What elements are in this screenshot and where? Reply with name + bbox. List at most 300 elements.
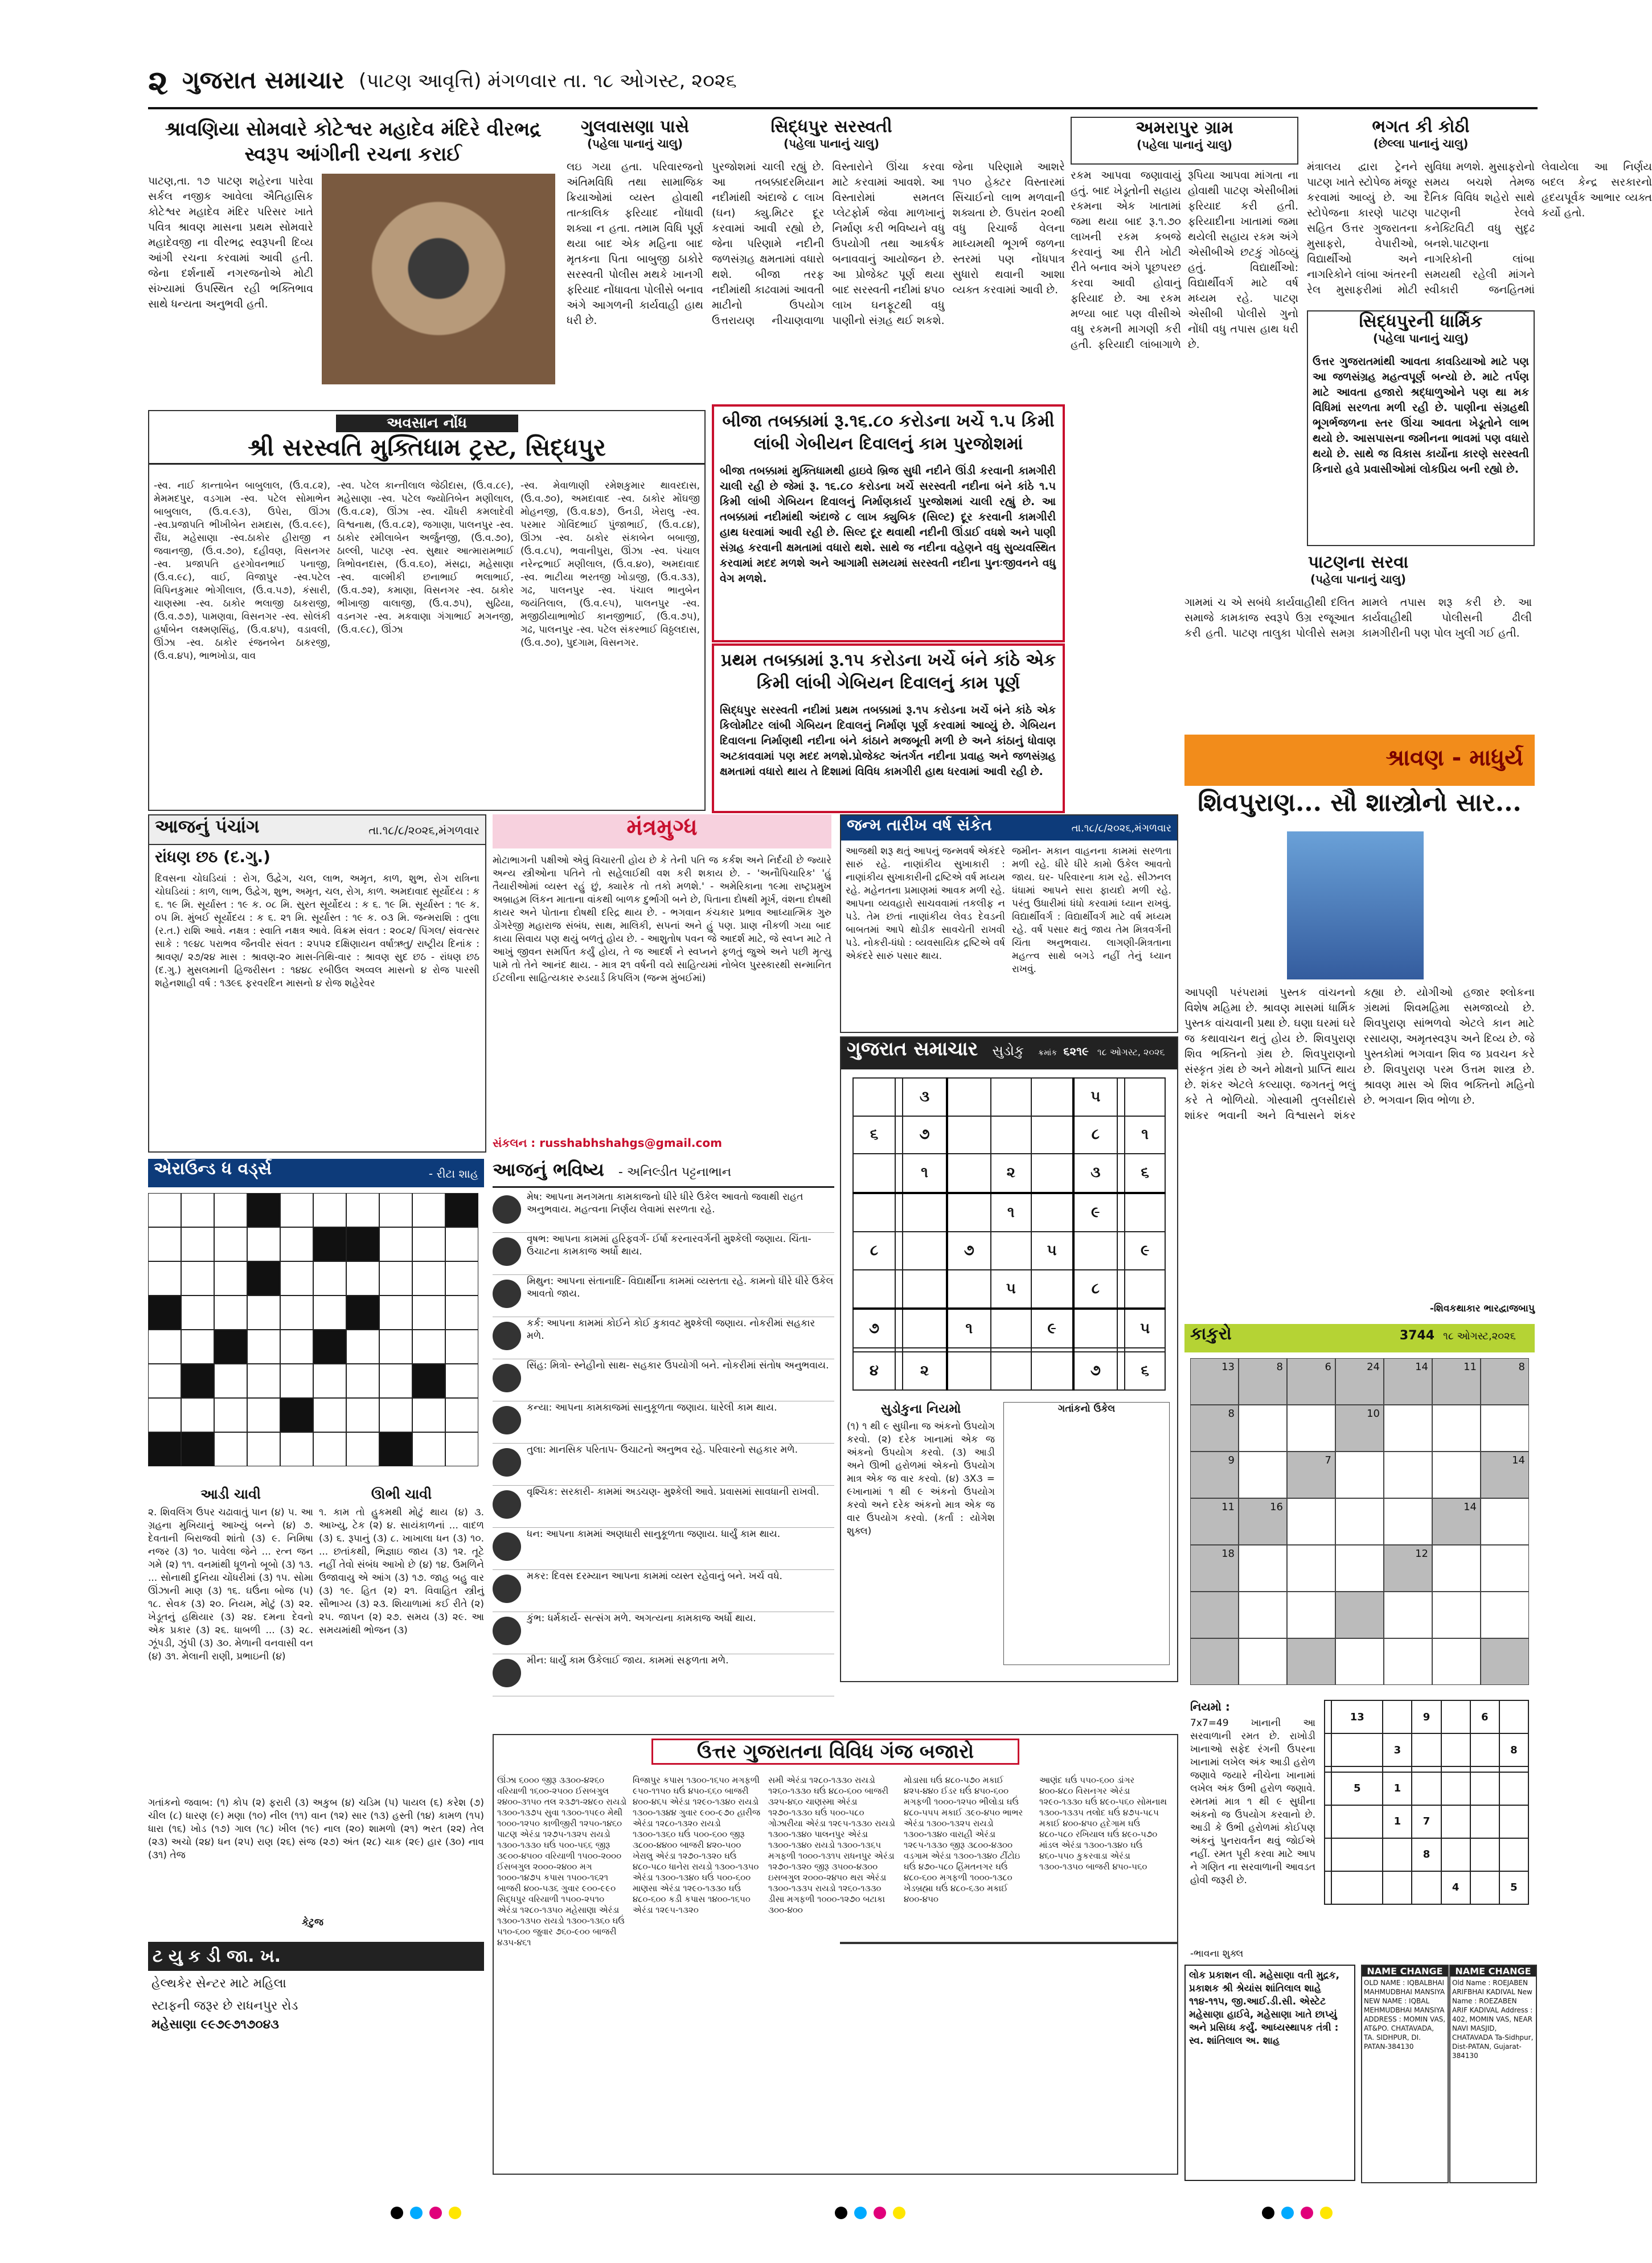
crossword-cell[interactable] — [445, 1193, 478, 1227]
sudoku-cell[interactable] — [895, 1309, 903, 1348]
kakuro-cell[interactable] — [1432, 1405, 1481, 1452]
kakuro-cell[interactable] — [1335, 1545, 1384, 1592]
crossword-cell[interactable] — [181, 1296, 214, 1330]
rashi-text: કન્યા: આપના કામકાજમાં સાનુકૂળતા જણાય. ધારેલી કામ થાય. — [527, 1402, 777, 1413]
sudoku-cell[interactable] — [853, 1270, 895, 1309]
sudoku-cell[interactable]: ૯ — [1125, 1232, 1165, 1270]
crossword-cell[interactable] — [148, 1432, 181, 1466]
crossword-cell[interactable] — [181, 1330, 214, 1364]
crossword-cell[interactable] — [313, 1296, 346, 1330]
zodiac-icon — [493, 1617, 521, 1645]
crossword-cell[interactable] — [280, 1330, 313, 1364]
kakuro-cell[interactable] — [1239, 1592, 1287, 1638]
shravan-section — [1184, 735, 1535, 1315]
sudoku-cell[interactable]: ૭ — [1073, 1352, 1117, 1390]
sudoku-section — [840, 1036, 1178, 1682]
crossword-cell[interactable] — [280, 1227, 313, 1261]
crossword-cell[interactable] — [280, 1296, 313, 1330]
crossword-tag: કેટુજ — [302, 1917, 323, 1928]
kakuro-cell[interactable] — [1384, 1452, 1432, 1498]
crossword-cell[interactable] — [313, 1193, 346, 1227]
crossword-cell[interactable] — [379, 1296, 412, 1330]
rashi-item — [493, 1317, 834, 1359]
rashi-text: કર્ક: આપના કામમાં કોઈને કોઈ કુકાવટ મુશ્કેલી જણાય. નોકરીમાં સહકાર મળે. — [527, 1318, 815, 1342]
sudoku-cell[interactable] — [1117, 1078, 1125, 1116]
sudoku-cell[interactable] — [1117, 1193, 1125, 1232]
kakuro-cell[interactable] — [1190, 1405, 1239, 1452]
kakuro-clue: 14 — [1415, 1361, 1428, 1373]
sudoku-cell[interactable] — [1117, 1232, 1125, 1270]
kakuro-cell[interactable] — [1335, 1498, 1384, 1545]
sudoku-cell[interactable] — [991, 1116, 1031, 1154]
crossword-cell[interactable] — [214, 1296, 247, 1330]
kakuro-cell[interactable] — [1432, 1498, 1481, 1545]
sudoku-cell[interactable] — [1125, 1078, 1165, 1116]
kakuro-cell[interactable] — [1190, 1498, 1239, 1545]
crossword-cell[interactable] — [280, 1432, 313, 1466]
kakuro-cell[interactable] — [1384, 1358, 1432, 1405]
sudoku-rules: (૧) ૧ થી ૯ સુધીના જ અંકનો ઉપયોગ કરવો. (૨) દરેક ખાનામાં એક જ અંકનો ઉપયોગ કરવો. (૩) આડી અને ઊભી હરોળમાં એકનો ઉપયોગ માત્ર એક જ વાર કરવો. (૪) ૩X૩ = ૯ખાનામાં ૧ થી ૯ અંકનો ઉપયોગ કરવો અને દરેક અંકનો માત્ર એક જ વાર ઉપયોગ કરવો. (કર્તા : યોગેશ શુક્લ) — [847, 1421, 995, 1537]
sudoku-cell[interactable] — [991, 1352, 1031, 1390]
birthday-title: જન્મ તારીખ વર્ષ સંકેત — [847, 815, 992, 834]
sudoku-cell[interactable] — [991, 1232, 1031, 1270]
crossword-cell[interactable] — [247, 1193, 280, 1227]
sudoku-cell[interactable] — [947, 1270, 991, 1309]
kakuro-cell[interactable] — [1481, 1638, 1529, 1685]
crossword-cell[interactable] — [214, 1398, 247, 1432]
crossword-cell[interactable] — [379, 1227, 412, 1261]
kakuro-solution-cell: 1 — [1383, 1772, 1412, 1805]
crossword-cell[interactable] — [346, 1432, 379, 1466]
sudoku-cell[interactable] — [853, 1154, 895, 1193]
kakuro-cell[interactable] — [1287, 1405, 1335, 1452]
crossword-cell[interactable] — [247, 1364, 280, 1398]
sudoku-cell[interactable]: ૮ — [1073, 1270, 1117, 1309]
kakuro-clue: 9 — [1228, 1454, 1235, 1466]
sudoku-cell[interactable] — [1117, 1348, 1125, 1352]
nc2-body: Old Name : ROEJABEN ARIFBHAI KADIVAL New Name : ROEZABEN ARIF KADIVAL Address : 402, MOMIN VAS, NEAR NAVI MASJID, CHATAVADA Ta-Sidhpur, Dist-PATAN, Gujarat-384130 — [1452, 1979, 1534, 2060]
kakuro-cell[interactable] — [1239, 1405, 1287, 1452]
sudoku-cell[interactable]: ૫ — [1125, 1309, 1165, 1348]
sudoku-cell[interactable]: ૮ — [1073, 1116, 1117, 1154]
crossword-cell[interactable] — [214, 1432, 247, 1466]
sudoku-cell[interactable] — [853, 1078, 895, 1116]
sudoku-cell[interactable] — [1125, 1348, 1165, 1352]
crossword-cell[interactable] — [379, 1330, 412, 1364]
sudoku-cell[interactable]: ૨ — [991, 1154, 1031, 1193]
crossword-cell[interactable] — [247, 1261, 280, 1296]
kakuro-number: 3744 — [1399, 1329, 1435, 1343]
crossword-cell[interactable] — [313, 1261, 346, 1296]
shravan-title: શિવપુરાણ... સૌ શાસ્ત્રોનો સાર... — [1198, 788, 1522, 817]
crossword-section — [148, 1159, 484, 1933]
sudoku-cell[interactable] — [1125, 1193, 1165, 1232]
kakuro-cell[interactable] — [1384, 1592, 1432, 1638]
kakuro-cell[interactable] — [1384, 1545, 1432, 1592]
sudoku-cell[interactable]: ૩ — [903, 1078, 946, 1116]
crossword-cell[interactable] — [346, 1227, 379, 1261]
kakuro-cell[interactable] — [1384, 1498, 1432, 1545]
sudoku-cell[interactable]: ૬ — [1125, 1352, 1165, 1390]
crossword-cell[interactable] — [214, 1261, 247, 1296]
kakuro-solution-cell: 3 — [1383, 1733, 1412, 1766]
sudoku-cell[interactable] — [853, 1193, 895, 1232]
crossword-cell[interactable] — [445, 1398, 478, 1432]
crossword-cell[interactable] — [247, 1330, 280, 1364]
crossword-cell[interactable] — [412, 1261, 445, 1296]
kakuro-cell[interactable] — [1384, 1405, 1432, 1452]
rashi-item — [493, 1401, 834, 1444]
sudoku-cell[interactable]: ૫ — [1073, 1078, 1117, 1116]
sudoku-cell[interactable]: ૪ — [853, 1352, 895, 1390]
sudoku-cell[interactable]: ૫ — [1031, 1232, 1073, 1270]
sudoku-cell[interactable] — [903, 1309, 946, 1348]
kakuro-cell[interactable] — [1239, 1452, 1287, 1498]
sudoku-cell[interactable]: ૭ — [853, 1309, 895, 1348]
obituary-org: શ્રી સરસ્વતિ મુક્તિધામ ટ્રસ્ટ, સિદ્ધપુર — [149, 432, 704, 465]
sudoku-cell[interactable] — [991, 1348, 1031, 1352]
kakuro-clue: 13 — [1221, 1361, 1235, 1373]
crossword-cell[interactable] — [280, 1364, 313, 1398]
kakuro-cell[interactable] — [1287, 1498, 1335, 1545]
sudoku-cell[interactable] — [991, 1309, 1031, 1348]
panchang-title: આજનું પંચાંગ — [155, 815, 260, 837]
obituary-col-2: -સ્વ. પટેલ કાન્તીલાલ જેઠીદાસ, (ઉ.વ.૮૯), મહેસાણા -સ્વ. પટેલ જ્યોતિબેન મણીલાલ, (ઉ.વ.૮૨), ઊંઝા -સ્વ. ચૌધરી કમલાદેવી વિશ્વનાથ, (ઉ.વ.૮૨), જગાણા, પાલનપુર -સ્વ. ઠાકોર રમીલાબેન અર્જુનજી, (ઉ.વ.૭૦), ઠાલ્લી, પાટણ -સ્વ. સુથાર આત્મારામભાઈ ત્રિભોવનદાસ, (ઉ.વ.૬૦), મંસદ્રા, મહેસાણા -સ્વ. વાલ્મીકી છનાભાઈ ભલાભાઈ, (ઉ.વ.૭૨), કમાણા, વિસનગર -સ્વ. ઠાકોર ભીખાજી વાલાજી, (ઉ.વ.૭૫), સુઢિયા, વડનગર -સ્વ. મકવાણા ગંગાભાઈ મગનજી, (ઉ.વ.૯૮), ઊંઝા — [337, 480, 514, 636]
kakuro-cell[interactable] — [1190, 1592, 1239, 1638]
sudoku-cell[interactable] — [895, 1193, 903, 1232]
sudoku-kram: ક્રમાંક — [1038, 1048, 1057, 1057]
kakuro-cell[interactable] — [1190, 1638, 1239, 1685]
crossword-cell[interactable] — [346, 1193, 379, 1227]
shravan-author: -શિવકથાકાર ભારદ્વાજબાપુ — [1429, 1303, 1535, 1314]
crossword-cell[interactable] — [280, 1261, 313, 1296]
sudoku-cell[interactable]: ૩ — [1073, 1154, 1117, 1193]
sudoku-cell[interactable] — [1125, 1270, 1165, 1309]
sudoku-cell[interactable]: ૧ — [1125, 1116, 1165, 1154]
crossword-cell[interactable] — [346, 1261, 379, 1296]
sudoku-cell[interactable]: ૨ — [903, 1352, 946, 1390]
sudoku-cell[interactable] — [947, 1154, 991, 1193]
crossword-cell[interactable] — [148, 1193, 181, 1227]
sudoku-cell[interactable] — [903, 1270, 946, 1309]
registration-marks — [387, 2207, 465, 2221]
kakuro-solution-cell — [1331, 1838, 1383, 1871]
sudoku-cell[interactable] — [895, 1078, 903, 1116]
sudoku-cell[interactable] — [947, 1352, 991, 1390]
kakuro-cell[interactable] — [1190, 1545, 1239, 1592]
kakuro-clue: 8 — [1518, 1361, 1525, 1373]
sudoku-grid[interactable] — [852, 1077, 1166, 1391]
crossword-cell[interactable] — [214, 1227, 247, 1261]
kakuro-cell[interactable] — [1432, 1545, 1481, 1592]
kakuro-cell[interactable] — [1287, 1592, 1335, 1638]
story-body: રકમ આપવા જણાવાયું હતું. બાદ ખેડૂતોની સહાય રકમના એક ખાતામાં જમા થયા બાદ રૂ.૧.૭૦ લાખની રકમ કબજે કરવાનું આ રીતે ખોટી રીતે બનાવ અંગે પૂછપરછ કરવા આવી હોવાનું ફરિયાદ છે. આ રકમ મળ્યા બાદ પણ વીસીએ વધુ રકમની માગણી કરી હતી. ફરિયાદી લાંબાગાળે રૂપિયા આપવા માંગતા ના હોવાથી પાટણ એસીબીમાં ફરિયાદ કરી હતી. ફરિયાદીના ખાતામાં જમા થયેલી સહાય રકમ અંગે એસીબીએ છટકું ગોઠવ્યું હતું. વિદ્યાર્થીઓ: વિદ્યાર્થીવર્ગ માટે વર્ષ મધ્યમ રહે. પાટણ એસીબી પોલીસે ગુનો નોંધી વધુ તપાસ હાથ ધરી છે. — [1071, 169, 1298, 351]
kakuro-solution-cell — [1383, 1766, 1412, 1772]
crossword-cell[interactable] — [412, 1330, 445, 1364]
crossword-cell[interactable] — [412, 1296, 445, 1330]
rashi-item — [493, 1486, 834, 1528]
story-patan-sarva — [1184, 552, 1532, 729]
box-second-phase — [712, 404, 1065, 642]
sudoku-cell[interactable]: ૭ — [947, 1232, 991, 1270]
kakuro-cell[interactable] — [1335, 1638, 1384, 1685]
sudoku-cell[interactable] — [895, 1154, 903, 1193]
kakuro-cell[interactable] — [1335, 1405, 1384, 1452]
crossword-cell[interactable] — [412, 1432, 445, 1466]
sudoku-cell[interactable] — [947, 1193, 991, 1232]
kakuro-cell[interactable] — [1481, 1358, 1529, 1405]
sudoku-cell[interactable] — [853, 1348, 895, 1352]
headline: પ્રથમ તબક્કામાં રૂ.૧૫ કરોડના ખર્ચે બંને કાંઠે એક કિમી લાંબી ગેબિયન દિવાલનું કામ પૂર્ણ — [720, 650, 1056, 693]
kakuro-cell[interactable] — [1287, 1545, 1335, 1592]
crossword-cell[interactable] — [181, 1261, 214, 1296]
kakuro-cell[interactable] — [1481, 1592, 1529, 1638]
kakuro-cell[interactable] — [1481, 1405, 1529, 1452]
headline: પાટણના સરવા — [1307, 552, 1409, 572]
sudoku-cell[interactable] — [895, 1270, 903, 1309]
kakuro-solution-cell — [1441, 1733, 1470, 1766]
crossword-cell[interactable] — [181, 1432, 214, 1466]
kakuro-cell[interactable] — [1190, 1358, 1239, 1405]
crossword-grid[interactable] — [148, 1193, 484, 1478]
sudoku-cell[interactable] — [1117, 1116, 1125, 1154]
kakuro-author: -ભાવના શુક્લ — [1190, 1948, 1244, 1959]
across-clues: ૨. શિવલિંગ ઉપર ચઢાવાતું પાન (૪) ૫. આ ગ્રહના મુખિયાનું આખ્યું બન્ને (૪) ૭. દેવતાની બિરાજવી શાંતો (૩) ૯. નિમિષા નજર (૩) ૧૦. પાવેલા જેને ... રત્ન જન ગમે (૨) ૧૧. વનમાંથી ધૂળનો બૂબો (૩) ૧૩. ... સોનાથી દુનિયા ચોંધરીમાં (૩) ૧૫. સોમા ઊંઝાની માણ (૩) ૧૬. ઘઉંના બોજ (૫) ૧૮. સેવક (૩) ૨૦. નિયમ, મોટું (૩) ૨૨. ખેડૂતનું હથિયાર (૩) ૨૪. દમના દેવનો એક પ્રકાર (૩) ૨૬. ધાબળી ... (૩) ૨૮. ઝૂંપડી, ઝુંપી (૩) ૩૦. મેળાની વનવાસી વન (૪) ૩૧. મેલાની રાણી, પ્રભાઇની (૪) — [148, 1507, 313, 1662]
crossword-cell[interactable] — [379, 1364, 412, 1398]
rashi-item — [493, 1570, 834, 1612]
crossword-answers: ગતાંકનો જવાબ: (૧) કોપ (૨) ફરારી (૩) અકુબ (૪) ચડિમ (૫) પાયલ (૬) કરેશ (૭) ચીલ (૮) ધારણ (૯) મણા (૧૦) નીલ (૧૧) વાન (૧૨) સાર (૧૩) હસ્તી (૧૪) કામળ (૧૫) ધારા (૧૬) ખોડ (૧૭) ગાલ (૧૮) ખીલ (૧૯) નાલ (૨૦) શામળો (૨૧) ભરત (૨૨) તેલ (૨૩) અચો (૨૪) ધન (૨૫) રાણ (૨૬) સંજ (૨૭) અંત (૨૮) ચાક (૨૯) હાર (૩૦) નાવ (૩૧) તેજ — [148, 1797, 484, 1861]
crossword-cell[interactable] — [379, 1193, 412, 1227]
story-body: ઉત્તર ગુજરાતમાંથી આવતા કાવડિયાઓ માટે પણ આ જળસંગ્રહ મહત્વપૂર્ણ બન્યો છે. માટે તર્પણ માટે આવતા હજારો શ્રદ્ધાળુઓને પણ થા મક વિધિમાં સરળતા મળી રહી છે. પાણીના સંગ્રહથી ભૂગર્ભજળના સ્તર ઊંચા આવતા ખેડૂતોને લાભ થયો છે. આસપાસના જમીનના ભાવમાં પણ વધારો થયો છે. સાથે જ વિકાસ કાર્યોના કારણે સરસ્વતી કિનારો હવે પ્રવાસીઓમાં લોકપ્રિય બની રહ્યો છે. — [1313, 355, 1529, 475]
rashi-text: સિંહ: મિત્રો- સ્નેહીનો સાથ- સહકાર ઉપયોગી બને. નોકરીમાં સંતોષ અનુભવાય. — [527, 1360, 829, 1371]
sudoku-cell[interactable]: ૬ — [1125, 1154, 1165, 1193]
down-clues: ૧. કામ તો હુકમથી મોટું થાય (૪) ૩. આખ્યુ, ટેક (૨) ૪. સાયંકાળનાં ... વાદળ (૩) ૬. રૂપાનું (૩) ૮. ખાખાલા ધન (૩) ૧૦. ... છતાંકથી, ભિજ્ઞાઇ જાય (૩) ૧૨. તૂટે નહીં તેવો સંબંધ આખો છે (૪) ૧૪. ઉમળિને ઉજાવાયુ એ આંગ (૩) ૧૭. જાહ બહુ વાર (૩) ૧૯. હિત (૨) ૨૧. વિવાહિત સ્ત્રીનું સૌભાગ્ય (૩) ૨૩. શિયાળામાં કઈ રીતે (૨) ૨૫. જાપન (૨) ૨૭. સમય (૩) ૨૯. આ સમયમાંથી ભોજન (૩) — [319, 1507, 484, 1636]
kakuro-solution-cell — [1325, 1838, 1331, 1871]
sudoku-cell[interactable] — [1031, 1116, 1073, 1154]
kakuro-cell[interactable] — [1481, 1452, 1529, 1498]
sudoku-cell[interactable] — [947, 1116, 991, 1154]
crossword-cell[interactable] — [346, 1364, 379, 1398]
ad-phone: મહેસાણા ૯૯૭૯૭૧૭૦૪૩ — [151, 2018, 279, 2032]
crossword-cell[interactable] — [247, 1296, 280, 1330]
kakuro-cell[interactable] — [1239, 1498, 1287, 1545]
sudoku-paper: ગુજરાત સમાચાર — [847, 1038, 978, 1060]
kakuro-cell[interactable] — [1432, 1638, 1481, 1685]
kakuro-solution-cell — [1470, 1838, 1499, 1871]
story-body: લઇ ગયા હતા. પરિવારજનો અંતિમવિધિ તથા સામાજિક ક્રિયાઓમાં વ્યસ્ત હોવાથી તાત્કાલિક ફરિયાદ નોંધાવી શક્યા ન હતા. તમામ વિધિ પૂર્ણ થયા બાદ એક મહિના બાદ મૃતકના પિતા બાબુજી ઠાકોરે સરસ્વતી પોલીસ મથકે ખાનગી ફરિયાદ નોંધાવતા પોલીસે બનાવ અંગે આગળની કાર્યવાહી હાથ ધરી છે. — [567, 161, 703, 327]
sudoku-cell[interactable] — [1073, 1309, 1117, 1348]
sudoku-cell[interactable] — [947, 1078, 991, 1116]
crossword-cell[interactable] — [445, 1364, 478, 1398]
crossword-cell[interactable] — [181, 1227, 214, 1261]
market-title: ઉત્તર ગુજરાતના વિવિધ ગંજ બજારો — [651, 1739, 1019, 1765]
crossword-cell[interactable] — [313, 1227, 346, 1261]
crossword-cell[interactable] — [181, 1193, 214, 1227]
crossword-cell[interactable] — [445, 1296, 478, 1330]
crossword-cell[interactable] — [313, 1364, 346, 1398]
sudoku-cell[interactable] — [1073, 1348, 1117, 1352]
crossword-cell[interactable] — [148, 1227, 181, 1261]
sudoku-cell[interactable] — [895, 1116, 903, 1154]
bhavishya-author: - અનિલ્ડીત પટ્ટનાભાન — [618, 1165, 732, 1179]
crossword-cell[interactable] — [313, 1330, 346, 1364]
crossword-cell[interactable] — [445, 1330, 478, 1364]
name-change-ad-1 — [1361, 1965, 1449, 2183]
kakuro-cell[interactable] — [1287, 1452, 1335, 1498]
crossword-cell[interactable] — [412, 1398, 445, 1432]
crossword-cell[interactable] — [346, 1296, 379, 1330]
sudoku-cell[interactable]: ૫ — [991, 1270, 1031, 1309]
kakuro-cell[interactable] — [1432, 1358, 1481, 1405]
sudoku-cell[interactable] — [903, 1232, 946, 1270]
kakuro-solution-cell — [1441, 1766, 1470, 1772]
sudoku-cell[interactable] — [1031, 1352, 1073, 1390]
zodiac-icon — [493, 1280, 521, 1308]
kakuro-solution-cell — [1412, 1772, 1441, 1805]
kakuro-solution-cell: 13 — [1331, 1700, 1383, 1733]
kakuro-cell[interactable] — [1335, 1358, 1384, 1405]
sudoku-cell[interactable] — [895, 1352, 903, 1390]
crossword-cell[interactable] — [313, 1432, 346, 1466]
kakuro-solution-cell — [1470, 1871, 1499, 1904]
crossword-cell[interactable] — [445, 1227, 478, 1261]
birthday-date: તા.૧૮/૮/૨૦૨૬,મંગળવાર — [1071, 822, 1171, 834]
sudoku-cell[interactable]: ૧ — [991, 1193, 1031, 1232]
sudoku-cell[interactable] — [903, 1193, 946, 1232]
rashi-text: મકર: દિવસ દરમ્યાન આપના કામમાં વ્યસ્ત રહેવાનું બને. ખર્ચ વધે. — [527, 1571, 782, 1582]
crossword-cell[interactable] — [445, 1432, 478, 1466]
kakuro-solution-cell — [1441, 1772, 1470, 1805]
sudoku-cell[interactable]: ૮ — [853, 1232, 895, 1270]
sudoku-cell[interactable] — [1031, 1270, 1073, 1309]
kakuro-cell[interactable] — [1287, 1358, 1335, 1405]
crossword-cell[interactable] — [346, 1398, 379, 1432]
headline: અમરાપુર ગ્રામ — [1136, 118, 1233, 138]
crossword-cell[interactable] — [379, 1398, 412, 1432]
sudoku-cell[interactable]: ૯ — [1031, 1309, 1073, 1348]
sudoku-cell[interactable] — [1031, 1193, 1073, 1232]
kakuro-cell[interactable] — [1481, 1498, 1529, 1545]
sudoku-cell[interactable] — [1117, 1352, 1125, 1390]
panchang-body: દિવસના ચોઘડિયાં : રોગ, ઉદ્વેગ, ચલ, લાભ, અમૃત, કાળ, શુભ, રોગ રાત્રિના ચોઘડિયાં : કાળ, લાભ, ઉદ્વેગ, શુભ, અમૃત, ચલ, રોગ, કાળ. અમદાવાદ સૂર્યોદય : ક ૬. ૧૯ મિ. સૂર્યાસ્ત : ૧૯ ક. ૦૮ મિ. સુરત સૂર્યોદય : ક ૬. ૧૯ મિ. સૂર્યાસ્ત : ૧૯ ક. ૦૫ મિ. મુંબઈ સૂર્યોદય : ક ૬. ૨૧ મિ. સૂર્યાસ્ત : ૧૯ ક. ૦૩ મિ. જન્મરાશિ : તુલા (ર.ત.) રાશિ આવે. નક્ષત્ર : સ્વાતિ નક્ષત્ર આવે. વિક્રમ સંવત : ૨૦૮૨/ પિંગલ/ સંવત્સર સાકે : ૧૯૪૮ પરાભવ જૈનવીર સંવત : ૨૫૫૨ દક્ષિણાયન વર્ષાઋતુ/ રાષ્ટ્રીય દિનાંક : શ્રાવણ/ ૨૭/૨૪ માસ : શ્રાવણ-૨૦ માસ-તિથિ-વાર : શ્રાવણ સુદ છઠ - રાંધણ છઠ (દ.ગુ.) મુસલમાની હિજરીસન : ૧૪૪૮ રબીઉલ અવ્વલ માસનો ૪ રોજ પારસી શહેનશાહી વર્ષ : ૧૩૯૬ ફરવરદિન માસનો ૪ રોજ શહેરેવર — [155, 873, 479, 989]
kakuro-cell[interactable] — [1432, 1592, 1481, 1638]
kakuro-solution-cell — [1441, 1838, 1470, 1871]
crossword-cell[interactable] — [247, 1432, 280, 1466]
kakuro-solution-cell — [1383, 1838, 1412, 1871]
sudoku-cell[interactable] — [1031, 1154, 1073, 1193]
kakuro-cell[interactable] — [1335, 1452, 1384, 1498]
crossword-cell[interactable] — [148, 1330, 181, 1364]
crossword-cell[interactable] — [214, 1364, 247, 1398]
crossword-cell[interactable] — [280, 1398, 313, 1432]
kakuro-solution-cell: 4 — [1441, 1871, 1470, 1904]
sudoku-cell[interactable] — [1117, 1309, 1125, 1348]
crossword-cell[interactable] — [445, 1261, 478, 1296]
crossword-cell[interactable] — [181, 1398, 214, 1432]
crossword-cell[interactable] — [412, 1227, 445, 1261]
crossword-cell[interactable] — [148, 1398, 181, 1432]
sudoku-cell[interactable] — [895, 1348, 903, 1352]
kakuro-solution-cell — [1499, 1805, 1528, 1838]
kakuro-solution-cell: 6 — [1470, 1700, 1499, 1733]
kakuro-cell[interactable] — [1190, 1452, 1239, 1498]
rashi-text: કુંભ: ધર્મકાર્ય- સત્સંગ મળે. અગત્યના કામકાજ અર્ધો થાય. — [527, 1613, 756, 1624]
page-number: ૨ — [148, 63, 169, 103]
sudoku-cell[interactable] — [1117, 1154, 1125, 1193]
crossword-cell[interactable] — [412, 1364, 445, 1398]
sudoku-cell[interactable] — [1031, 1348, 1073, 1352]
sudoku-cell[interactable] — [1031, 1078, 1073, 1116]
sudoku-cell[interactable]: ૭ — [903, 1116, 946, 1154]
kakuro-cell[interactable] — [1335, 1592, 1384, 1638]
continued-note: (પહેલા પાનાનું ચાલુ) — [1310, 572, 1407, 586]
crossword-cell[interactable] — [346, 1330, 379, 1364]
sudoku-cell[interactable]: ૯ — [1073, 1193, 1117, 1232]
crossword-cell[interactable] — [181, 1364, 214, 1398]
crossword-cell[interactable] — [280, 1193, 313, 1227]
kakuro-solution-cell: 9 — [1412, 1700, 1441, 1733]
rashi-text: મીન: ધાર્યું કામ ઉકેલાઈ જાય. કામમાં સફળતા મળે. — [527, 1655, 729, 1666]
crossword-cell[interactable] — [214, 1193, 247, 1227]
crossword-cell[interactable] — [412, 1193, 445, 1227]
kakuro-solution-cell — [1325, 1733, 1331, 1766]
kakuro-clue: 8 — [1276, 1361, 1283, 1373]
crossword-cell[interactable] — [247, 1227, 280, 1261]
sudoku-cell[interactable] — [903, 1348, 946, 1352]
kakuro-rules: 7x7=49 ખાનાની આ સરવાળાની રમત છે. રાખોડી ખાનાઓ સફેદ રંગની ઉપરના ખાનામાં લખેલ અંક આડી હરોળ જણાવે જયારે નીચેના ખાનામાં લખેલ અંક ઉભી હરોળ જણાવે. રમતમાં માત્ર ૧ થી ૯ સુધીના અંકનો જ ઉપયોગ કરવાનો છે. આડી કે ઉભી હરોળમાં કોઈપણ અંકનું પુનરાવર્તન થવું જોઈએ નહીં. રમત પૂરી કરવા માટે આપ ને ગણિત ના સરવાળાની આવડત હોવી જરૂરી છે. — [1190, 1717, 1315, 1886]
crossword-cell[interactable] — [247, 1398, 280, 1432]
sudoku-cell[interactable] — [947, 1348, 991, 1352]
kakuro-cell[interactable] — [1432, 1452, 1481, 1498]
sudoku-cell[interactable] — [1117, 1270, 1125, 1309]
mantra-body: મોટાભાગની પક્ષીઓ એવું વિચારતી હોય છે કે તેની પતિ જ કર્કશ અને નિર્દયી છે જ્યારે અન્ય સ્ત્રીઓના પતિને તો સહેલાઈથી વશ કરી શકાય છે. - 'અનૌપિચારિક' 'હું તૈયારીઓમાં વ્યસ્ત રહું છું, ક્યારેક તો તકો મળશે.' - અમેરિકાના ૧૯મા રાષ્ટ્રપ્રમુખ અબ્રાહમ લિંકન માતાના વાંકથી બાળક દુર્ભાગી બને છે, પિતાના દોષથી મૂર્ખ, વંશના દોષથી કાયર અને પોતાના દોષથી દરિદ્ર થાય છે. - ભગવાન કંચકાર પ્રભાવ આધ્યાત્મિક ગુરુ ડોંગરેજી મહારાજ સંબંધ, સાથ, માલિકી, સપનાં અને હું પણ. પ્રાણ નીકળી ગયા બાદ કાયા સિવાય પણ થયું બળતું હોય છે. - આશુતોષ પવન જે આદર્શ માટે, જે સ્વપ્ન માટે તે આખું જીવન સમર્પિત કર્યું હોય, તે જ આદર્શ ને સ્વપ્નને ફળતું જુએ અને પછી મૃત્યુ પામે તો તેને આનંદ થાય. - માત્ર ૨૧ વર્ષની વયે સાહિત્યમાં નોબેલ પુરસ્કારથી સન્માનિત ઈટલીના સાહિત્યકાર રુડયાર્ડ કિપલિંગ (જન્મ મુંબઈમાં) — [493, 855, 831, 984]
crossword-cell[interactable] — [148, 1296, 181, 1330]
rashi-text: વૃશ્ચિક: સરકારી- કામમાં અડચણ- મુશ્કેલી આવે. પ્રવાસમાં સાવધાની રાખવી. — [527, 1486, 819, 1498]
headline: ભગત કી કોઠી — [1372, 117, 1470, 137]
kakuro-cell[interactable] — [1481, 1545, 1529, 1592]
crossword-cell[interactable] — [148, 1261, 181, 1296]
rashi-text: તુલા: માનસિક પરિતાપ- ઉચાટનો અનુભવ રહે. પરિવારનો સહકાર મળે. — [527, 1444, 798, 1456]
kakuro-grid[interactable] — [1190, 1358, 1529, 1688]
sudoku-cell[interactable] — [991, 1078, 1031, 1116]
headline: બીજા તબક્કામાં રૂ.૧૬.૮૦ કરોડના ખર્ચે ૧.૫ કિમી લાંબી ગેબીયન દિવાલનું કામ પુરજોશમાં — [722, 411, 1055, 454]
crossword-cell[interactable] — [214, 1330, 247, 1364]
crossword-cell[interactable] — [148, 1364, 181, 1398]
kakuro-cell[interactable] — [1287, 1638, 1335, 1685]
kakuro-clue: 18 — [1221, 1548, 1235, 1560]
sudoku-cell[interactable] — [895, 1232, 903, 1270]
kakuro-solution-cell — [1499, 1766, 1528, 1772]
crossword-cell[interactable] — [313, 1398, 346, 1432]
sudoku-cell[interactable]: ૧ — [903, 1154, 946, 1193]
kakuro-cell[interactable] — [1239, 1638, 1287, 1685]
headline: સિદ્ધપુર સરસ્વતી — [770, 117, 892, 137]
crossword-cell[interactable] — [379, 1432, 412, 1466]
kakuro-solution-cell: 7 — [1412, 1805, 1441, 1838]
sudoku-cell[interactable]: ૧ — [947, 1309, 991, 1348]
kakuro-cell[interactable] — [1239, 1545, 1287, 1592]
kakuro-rules-title: નિયમો : — [1190, 1700, 1230, 1713]
continued-note: (પહેલા પાનાનું ચાલુ) — [1372, 331, 1469, 345]
sudoku-cell[interactable]: ૬ — [853, 1116, 895, 1154]
kakuro-clue: 11 — [1221, 1501, 1235, 1513]
sudoku-cell[interactable] — [1073, 1232, 1117, 1270]
kakuro-cell[interactable] — [1239, 1358, 1287, 1405]
crossword-cell[interactable] — [379, 1261, 412, 1296]
kakuro-cell[interactable] — [1384, 1638, 1432, 1685]
rashi-item — [493, 1612, 834, 1654]
market-columns — [497, 1775, 1174, 2168]
